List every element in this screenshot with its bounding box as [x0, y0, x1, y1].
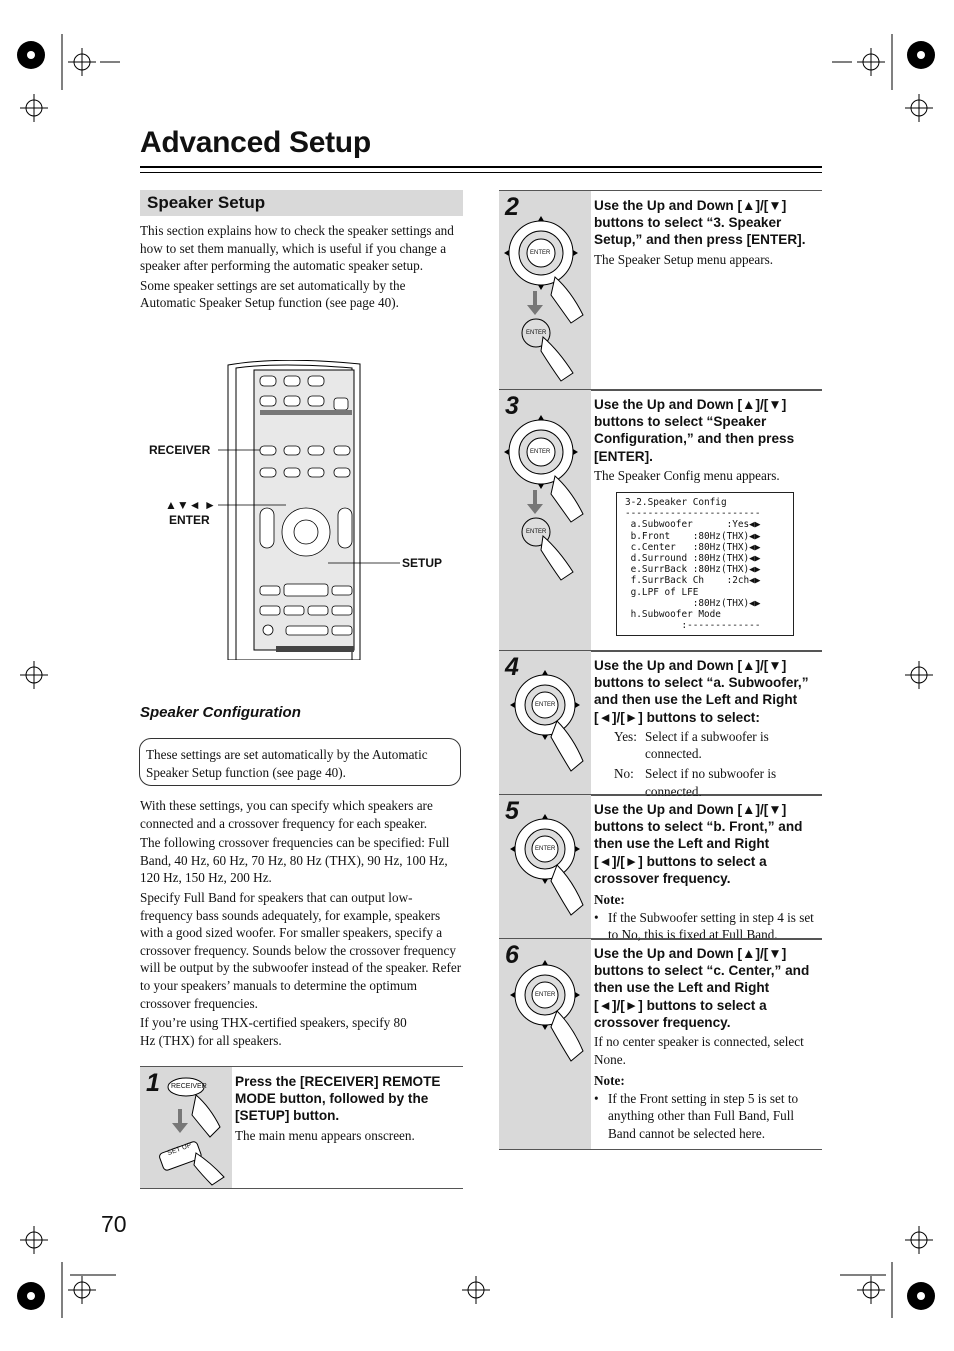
- screen-line: b.Front :80Hz(THX)◀▶: [625, 530, 761, 542]
- step-illustration-panel: [499, 939, 591, 1149]
- enter-label: ENTER: [530, 449, 551, 455]
- enter-label: ENTER: [535, 846, 556, 852]
- intro-text: [140, 222, 463, 314]
- step-result: The main menu appears onscreen.: [235, 1127, 415, 1143]
- enter-label: ENTER: [526, 529, 547, 535]
- speaker-config-screen: [616, 492, 794, 636]
- note-item: [594, 1090, 820, 1143]
- section-header: [140, 190, 463, 216]
- screen-line: d.Surround :80Hz(THX)◀▶: [625, 553, 761, 565]
- callout-lines: [210, 445, 410, 575]
- option-desc: Select if no subwoofer is connected.: [645, 766, 777, 799]
- enter-label: ENTER: [526, 330, 547, 336]
- step-4: [499, 650, 822, 799]
- step-illustration-panel: [499, 390, 591, 651]
- note-text: If the Front setting in step 5 is set to anything other than Full Band, Full Band cannot be selected here.: [608, 1090, 799, 1141]
- screen-line: :80Hz(THX)◀▶: [625, 597, 761, 609]
- screen-divider: ------------------------: [625, 508, 761, 520]
- step-result: The Speaker Setup menu appears.: [594, 251, 774, 267]
- enter-label: ENTER: [535, 702, 556, 708]
- screen-line: e.SurrBack :80Hz(THX)◀▶: [625, 564, 761, 576]
- title-rule: [140, 166, 822, 173]
- screen-line: g.LPF of LFE: [625, 586, 699, 598]
- intro-paragraph: Some speaker settings are set automatically by the Automatic Speaker Setup function (see page 40).: [140, 277, 406, 311]
- receiver-callout: RECEIVER: [149, 443, 211, 457]
- step-number: 3: [505, 392, 519, 420]
- step-number: 2: [505, 193, 519, 221]
- screen-line: f.SurrBack Ch :2ch◀▶: [625, 575, 761, 587]
- step-instruction: Use the Up and Down [▲]/[▼] buttons to select “a. Subwoofer,” and then use the Left and Right [◄]/[►] buttons to select:: [594, 658, 809, 725]
- bullet: •: [594, 909, 599, 925]
- bullet: •: [594, 1090, 599, 1106]
- step-number: 4: [505, 653, 519, 681]
- receiver-button-label: RECEIVER: [171, 1083, 207, 1090]
- enter-label: ENTER: [530, 250, 551, 256]
- enter-callout: ENTER: [169, 513, 210, 527]
- screen-line: a.Subwoofer :Yes◀▶: [625, 519, 761, 531]
- screen-line: :-------------: [625, 620, 761, 632]
- step-number: 6: [505, 941, 519, 969]
- page-title: Advanced Setup: [140, 126, 371, 159]
- step-instruction: Use the Up and Down [▲]/[▼] buttons to select “c. Center,” and then use the Left and Right [◄]/[►] buttons to select a crossover frequency.: [594, 946, 810, 1030]
- step-instruction: Use the Up and Down [▲]/[▼] buttons to select “b. Front,” and then use the Left and Right [◄]/[►] buttons to select a crossover frequency.: [594, 802, 803, 886]
- body-paragraph: The following crossover frequencies can be specified: Full Band, 40 Hz, 60 Hz, 70 Hz, 80 Hz (THX), 90 Hz, 100 Hz, 120 Hz, 150 Hz, 200 Hz.: [140, 835, 450, 886]
- step-5: [499, 794, 822, 943]
- option-yes: [594, 728, 820, 763]
- screen-line: h.Subwoofer Mode: [625, 609, 721, 621]
- step-1: [140, 1066, 463, 1189]
- option-key: No:: [614, 766, 634, 781]
- section-title: Speaker Setup: [147, 193, 266, 212]
- setup-button-label: SET UP: [166, 1141, 193, 1158]
- sub-heading: Speaker Configuration: [140, 704, 301, 721]
- body-paragraph: If you’re using THX-certified speakers, specify 80 Hz (THX) for all speakers.: [140, 1015, 407, 1048]
- step-number: 5: [505, 797, 519, 825]
- body-paragraph: Specify Full Band for speakers that can output low-frequency bass sounds adequately, for example, speakers with a good sized woofer. For smaller speakers, specify a crossover frequency. Sounds below the crossover frequency will be output by the subwoofer instead of the speaker. Refer to your speakers’ manuals to determine the optimum crossover frequencies.: [140, 889, 462, 1011]
- auto-setup-note: These settings are set automatically by the Automatic Speaker Setup function (see page 40).: [139, 738, 461, 786]
- note-label: Note:: [594, 1073, 625, 1089]
- screen-title: 3-2.Speaker Config: [625, 497, 727, 508]
- setup-callout: SETUP: [402, 556, 443, 570]
- step-number: 1: [146, 1069, 160, 1097]
- note-label: Note:: [594, 892, 625, 908]
- intro-paragraph: This section explains how to check the speaker settings and how to set them manually, which is useful if you change a speaker after performing the automatic speaker setup.: [140, 223, 454, 274]
- step-instruction: Press the [RECEIVER] REMOTE MODE button, followed by the [SETUP] button.: [235, 1074, 441, 1124]
- enter-label: ENTER: [535, 992, 556, 998]
- arrows-callout: ▲▼◄ ►: [165, 498, 216, 512]
- note-text: If the Subwoofer setting in step 4 is set to No, this is fixed at Full Band.: [608, 909, 814, 943]
- screen-line: c.Center :80Hz(THX)◀▶: [625, 541, 761, 553]
- step-instruction: Use the Up and Down [▲]/[▼] buttons to select “3. Speaker Setup,” and then press [ENTER].: [594, 198, 806, 248]
- step-result: The Speaker Config menu appears.: [594, 467, 780, 483]
- body-paragraph: With these settings, you can specify which speakers are connected and a crossover frequency for each speaker.: [140, 798, 433, 831]
- step-instruction: Use the Up and Down [▲]/[▼] buttons to select “Speaker Configuration,” and then press [ENTER].: [594, 397, 795, 464]
- body-text: [140, 797, 463, 1051]
- step-result: If no center speaker is connected, select None.: [594, 1034, 804, 1067]
- step-2: [499, 190, 822, 391]
- step-6: [499, 938, 822, 1150]
- page-number: 70: [101, 1211, 127, 1237]
- option-desc: Select if a subwoofer is connected.: [645, 728, 769, 762]
- option-key: Yes:: [614, 728, 637, 744]
